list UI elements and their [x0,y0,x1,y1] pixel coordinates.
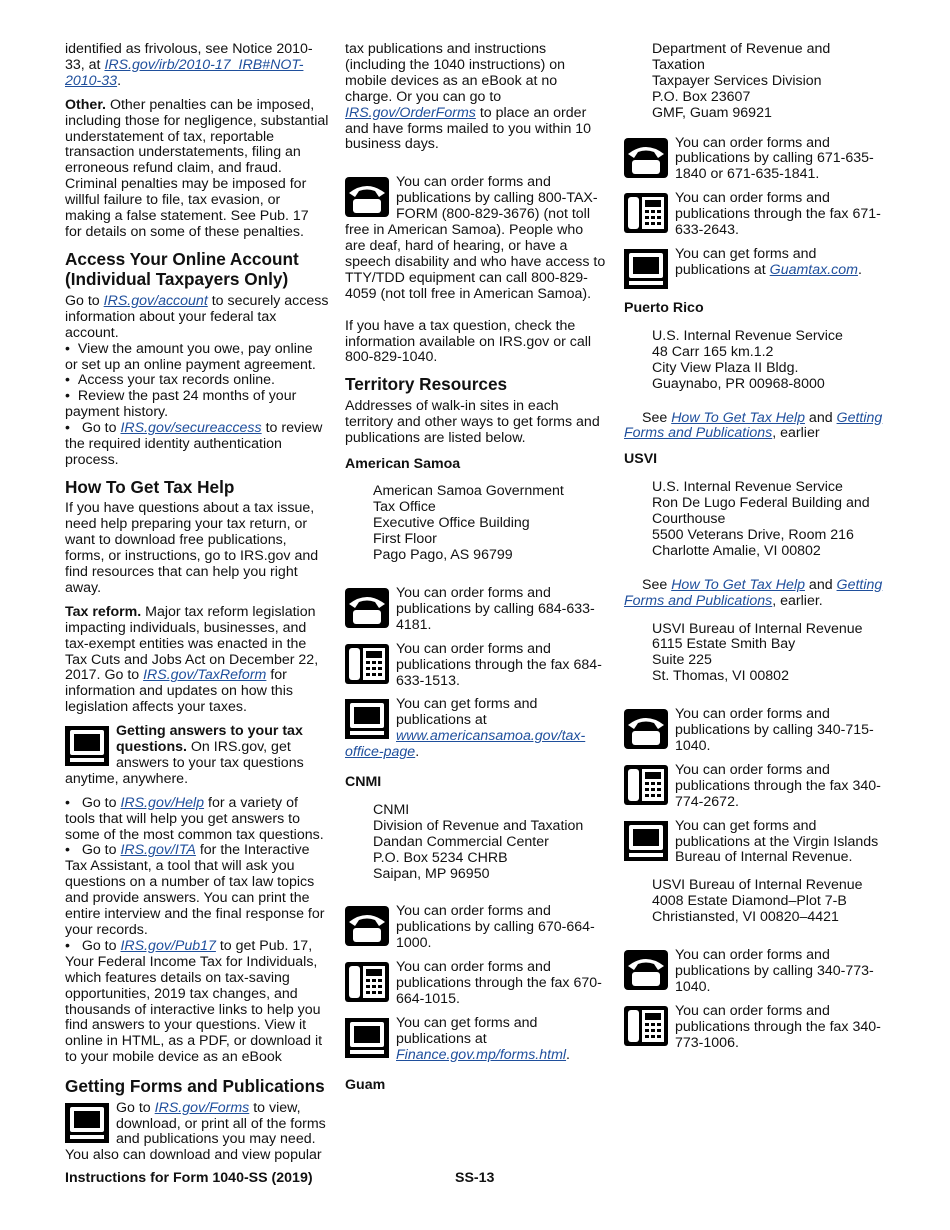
access-bullet-4: • Go to IRS.gov/secureaccess to review the required identity authentication process. [65,421,329,469]
territory-paragraph: Addresses of walk-in sites in each territory and other ways to get forms and publications are listed below. [345,397,600,446]
see-also-paragraph-1: See How To Get Tax Help and Getting Forms and Publications, earlier [624,409,883,442]
column-right [624,42,886,1060]
as-web-block: You can get forms and publications at www.americansamoa.gov/tax-office-page. [345,697,586,761]
usvi-phone-block-1: You can order forms and publications by calling 340-715-1040. [624,707,886,755]
heading-getting-forms: Getting Forms and Publications [65,1076,325,1097]
account-link[interactable]: IRS.gov/account [103,292,208,309]
how-to-get-tax-help-link[interactable]: How To Get Tax Help [671,576,805,593]
heading-usvi: USVI [624,451,658,468]
getting-forms-link[interactable]: Getting Forms and Publications [624,409,883,442]
help-link[interactable]: IRS.gov/Help [120,794,205,811]
help-bullet-2: • Go to IRS.gov/ITA for the Interactive Tax Assistant, a tool that will ask you questions on a number of tax law topics and provide answers. You can print the entire interview and the final response for your records. [65,843,329,938]
fax-icon [624,1006,668,1046]
footer-form-title: Instructions for Form 1040-SS (2019) [65,1170,313,1186]
phone-icon [624,950,668,990]
phone-icon [345,906,389,946]
cnmi-address: CNMI Division of Revenue and Taxation Dandan Commercial Center P.O. Box 5234 CHRB Saipan, MP 96950 [373,801,584,882]
as-fax-block: You can order forms and publications through the fax 684-633-1513. [345,642,607,690]
fax-icon [345,962,389,1002]
taxreform-link[interactable]: IRS.gov/TaxReform [143,667,267,684]
answers-block: Getting answers to your tax questions. On IRS.gov, get answers to your tax questions anytime, anywhere. [65,724,304,787]
usvi-fax-block-1: You can order forms and publications through the fax 340-774-2672. [624,763,886,811]
ita-link[interactable]: IRS.gov/ITA [120,842,196,859]
finance-gov-mp-link[interactable]: Finance.gov.mp/forms.html [396,1046,567,1063]
access-bullet-2: • Access your tax records online. [65,373,329,389]
answers-heading: Getting answers to your tax questions. [116,724,303,756]
cnmi-phone-block: You can order forms and publications by calling 670-664-1000. [345,904,607,952]
getting-forms-link[interactable]: Getting Forms and Publications [624,576,883,609]
guam-web-block: You can get forms and publications at Guamtax.com. [624,247,886,291]
guamtax-link[interactable]: Guamtax.com [769,261,858,278]
fax-icon [345,644,389,684]
heading-puerto-rico: Puerto Rico [624,299,704,316]
tax-help-paragraph: If you have questions about a tax issue, need help preparing your tax return, or want to download free publications, forms, or instructions, go to IRS.gov and find resources that can help you right away. [65,500,319,596]
pub17-link[interactable]: IRS.gov/Pub17 [120,937,216,954]
computer-icon [345,699,389,739]
fax-icon [624,765,668,805]
usvi-phone-block-2: You can order forms and publications by calling 340-773-1040. [624,948,886,996]
tax-reform-label: Tax reform. [65,603,142,620]
usvi-web-block: You can get forms and publications at the Virgin Islands Bureau of Internal Revenue. [624,819,886,867]
forms-link[interactable]: IRS.gov/Forms [154,1100,250,1116]
orderforms-link[interactable]: IRS.gov/OrderForms [345,104,476,121]
help-bullet-1: • Go to IRS.gov/Help for a variety of tools that will help you get answers to some of the most common tax questions. [65,796,329,844]
notice-link[interactable]: IRS.gov/irb/2010-17_IRB#NOT-2010-33 [65,56,304,89]
computer-icon [65,1103,109,1143]
forms-block: Go to IRS.gov/Forms to view, download, or print all of the forms and publications you may need. You also can download and view popular [65,1100,326,1164]
access-bullet-3: • Review the past 24 months of your payment history. [65,389,329,421]
tax-question-paragraph: If you have a tax question, check the information available on IRS.gov or call 800-829-1040. [345,317,592,366]
ebook-paragraph: tax publications and instructions (including the 1040 instructions) on mobile devices as an eBook at no charge. Or you can go to IRS.gov/OrderForms to place an order and have forms mailed to you within 10 business days. [345,41,592,153]
see-also-paragraph-2: See How To Get Tax Help and Getting Forms and Publications, earlier. [624,576,883,609]
how-to-get-tax-help-link[interactable]: How To Get Tax Help [671,409,805,426]
column-left [65,42,329,1172]
heading-cnmi: CNMI [345,774,382,791]
column-middle [345,42,607,1102]
guam-fax-block: You can order forms and publications through the fax 671-633-2643. [624,191,886,239]
heading-territory: Territory Resources [345,374,508,395]
fax-icon [624,193,668,233]
cnmi-fax-block: You can order forms and publications through the fax 670-664-1015. [345,960,607,1008]
as-phone-block: You can order forms and publications by calling 684-633-4181. [345,586,607,634]
usvi-address-3: USVI Bureau of Internal Revenue 4008 Estate Diamond–Plot 7-B Christiansted, VI 00820–4421 [652,877,863,926]
heading-access-account: Access Your Online Account (Individual Taxpayers Only) [65,248,299,290]
cnmi-web-block: You can get forms and publications at Finance.gov.mp/forms.html. [345,1016,607,1064]
phone-icon [624,138,668,178]
heading-tax-help: How To Get Tax Help [65,476,235,497]
american-samoa-address: American Samoa Government Tax Office Executive Office Building First Floor Pago Pago, AS 96799 [373,483,564,564]
computer-icon [345,1018,389,1058]
heading-guam: Guam [345,1076,386,1093]
secureaccess-link[interactable]: IRS.gov/secureaccess [120,420,262,437]
footer-page-number: SS-13 [455,1170,495,1186]
puerto-rico-address: U.S. Internal Revenue Service 48 Carr 165 km.1.2 City View Plaza II Bldg. Guaynabo, PR 00968-8000 [652,327,843,392]
computer-icon [65,726,109,766]
order-phone-block: You can order forms and publications by calling 800-TAX-FORM (800-829-3676) (not toll free in American Samoa). People who are deaf, hard of hearing, or have a speech disability and who have access to TTY/TDD equipment can call 800-829-4059 (not toll free in American Samoa). [345,175,606,302]
frivolous-paragraph: identified as frivolous, see Notice 2010-33, at IRS.gov/irb/2010-17_IRB#NOT-2010-33. [65,41,313,89]
guam-phone-block: You can order forms and publications by calling 671-635-1840 or 671-635-1841. [624,136,886,184]
heading-american-samoa: American Samoa [345,455,461,472]
computer-icon [624,249,668,289]
access-paragraph: Go to IRS.gov/account to securely access information about your federal tax account. [65,292,329,341]
tax-reform-paragraph: Tax reform. Major tax reform legislation impacting individuals, businesses, and tax-exempt entities was enacted in the Tax Cuts and Jobs Act on December 22, 2017. Go to IRS.gov/TaxReform for information and updates on how this legislation affects your taxes. [65,603,319,716]
usvi-address-2: USVI Bureau of Internal Revenue 6115 Estate Smith Bay Suite 225 St. Thomas, VI 00802 [652,620,863,685]
access-bullet-1: • View the amount you owe, pay online or set up an online payment agreement. [65,342,329,374]
phone-icon [624,709,668,749]
usvi-fax-block-2: You can order forms and publications through the fax 340-773-1006. [624,1004,886,1052]
other-penalties-paragraph: Other. Other penalties can be imposed, including those for negligence, substantial understatement of tax, reportable transaction understatements, filing an erroneous refund claim, and fraud. Criminal penalties may be imposed for willful failure to file, tax evasion, or making a false statement. See Pub. 17 for details on some of these penalties. [65,96,329,240]
help-bullet-3: • Go to IRS.gov/Pub17 to get Pub. 17, Your Federal Income Tax for Individuals, which features details on tax-saving opportunities, 2019 tax changes, and thousands of interactive links to help you find answers to your questions. View it online in HTML, as a PDF, or download it to your mobile device as an eBook [65,939,329,1066]
phone-icon [345,588,389,628]
phone-icon [345,177,389,217]
guam-address: Department of Revenue and Taxation Taxpayer Services Division P.O. Box 23607 GMF, Guam 96921 [652,41,831,121]
americansamoa-link[interactable]: www.americansamoa.gov/tax-office-page [345,728,586,761]
usvi-address-1: U.S. Internal Revenue Service Ron De Lugo Federal Building and Courthouse 5500 Veterans Drive, Room 216 Charlotte Amalie, VI 00802 [652,479,870,559]
computer-icon [624,821,668,861]
other-label: Other. [65,96,106,113]
